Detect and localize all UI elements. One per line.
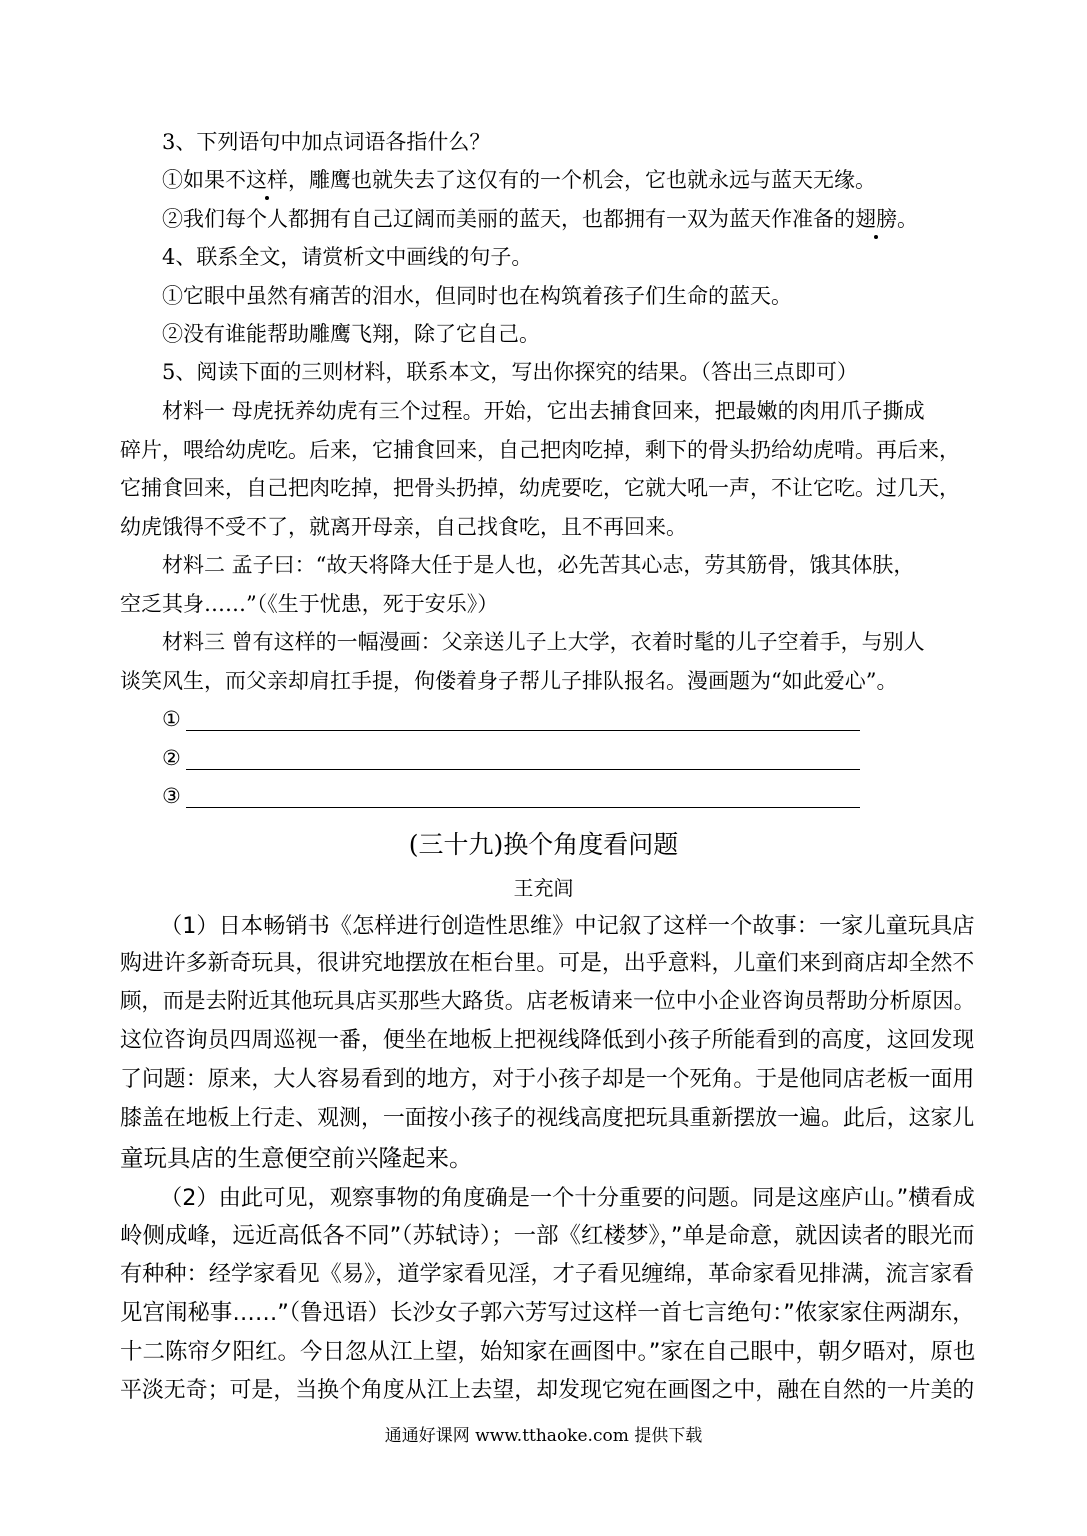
dotted-word: 这样 [246,168,288,192]
paragraph-2-line: 岭侧成峰，远近高低各不同”（苏轼诗）；一部《红楼梦》，”单是命意，就因读者的眼光而 [120,1223,975,1249]
answer-number: ② [162,746,181,770]
material-2-line: 空乏其身……”（《生于忧患，死于安乐》） [120,592,499,616]
paragraph-1-line: 这位咨询员四周巡视一番，便坐在地板上把视线降低到小孩子所能看到的高度，这回发现 [120,1028,975,1053]
question-4-prompt: 4、联系全文，请赏析文中画线的句子。 [162,245,533,269]
page-footer: 通通好课网 www.tthaoke.com 提供下载 [384,1426,703,1446]
material-1-line: 碎片，喂给幼虎吃。后来，它捕食回来，自己把肉吃掉，剩下的骨头扔给幼虎啃。再后来， [120,438,960,462]
paragraph-1-line: 膝盖在地板上行走、观测，一面按小孩子的视线高度把玩具重新摆放一遍。此后，这家儿 [120,1106,975,1131]
question-3-sentence-2 [162,205,918,233]
answer-number: ① [162,707,181,731]
question-3-prompt: 3、下列语句中加点词语各指什么？ [162,130,491,154]
paragraph-2-line: 平淡无奇；可是，当换个角度从江上去望，却发现它宛在画图之中，融在自然的一片美的 [120,1378,975,1403]
paragraph-1-line: 购进许多新奇玩具，很讲究地摆放在柜台里。可是，出乎意料，儿童们来到商店却全然不 [120,951,975,976]
paragraph-1-line: 童玩具店的生意便空前兴隆起来。 [120,1144,473,1172]
sentence-text: ①如果不 [162,168,246,192]
paragraph-2-line: （2）由此可见，观察事物的角度确是一个十分重要的问题。同是这座庐山。”横看成 [160,1185,975,1211]
answer-number: ③ [162,784,181,808]
material-1-line: 材料一 母虎抚养幼虎有三个过程。开始，它出去捕食回来，把最嫩的肉用爪子撕成 [162,399,925,423]
sentence-text: ②我们每个人都拥有自己辽阔而美丽的蓝天，也都拥有一双为蓝天作准备的 [162,207,855,231]
question-3-sentence-1 [162,166,876,194]
material-2-line: 材料二 孟子曰：“故天将降大任于是人也，必先苦其心志，劳其筋骨，饿其体肤， [162,553,915,577]
question-5-prompt: 5、阅读下面的三则材料，联系本文，写出你探究的结果。（答出三点即可） [162,360,858,384]
paragraph-1-line: 顾，而是去附近其他玩具店买那些大路货。店老板请来一位中小企业咨询员帮助分析原因。 [120,989,975,1014]
material-1-line: 它捕食回来，自己把肉吃掉，把骨头扔掉，幼虎要吃，它就大吼一声，不让它吃。过几天， [120,476,960,500]
article-author: 王充闾 [513,876,574,900]
question-4-sentence-1: ①它眼中虽然有痛苦的泪水，但同时也在构筑着孩子们生命的蓝天。 [162,284,792,308]
article-title: (三十九)换个角度看问题 [408,830,679,859]
material-3-line: 谈笑风生，而父亲却肩扛手提，佝偻着身子帮儿子排队报名。漫画题为“如此爱心”。 [120,669,898,693]
sentence-text: 。 [897,207,918,231]
material-1-line: 幼虎饿得不受不了，就离开母亲，自己找食吃，且不再回来。 [120,515,687,539]
paragraph-1-line: 了问题：原来，大人容易看到的地方，对于小孩子却是一个死角。于是他同店老板一面用 [120,1067,975,1092]
dotted-word: 翅膀 [855,207,897,231]
paragraph-2-line: 十二陈帘夕阳红。今日忽从江上望，始知家在画图中。”家在自己眼中，朝夕晤对，原也 [120,1339,976,1365]
paragraph-2-line: 有种种：经学家看见《易》，道学家看见淫，才子看见缠绵，革命家看见排满，流言家看 [120,1261,975,1287]
answer-underline [186,807,860,808]
answer-underline [186,769,860,770]
question-4-sentence-2: ②没有谁能帮助雕鹰飞翔，除了它自己。 [162,322,540,346]
paragraph-2-line: 见宫闱秘事……”（鲁迅语）长沙女子郭六芳写过这样一首七言绝句：”侬家家住两湖东， [120,1300,975,1326]
sentence-text: ，雕鹰也就失去了这仅有的一个机会，它也就永远与蓝天无缘。 [288,168,876,192]
paragraph-1-line: （1）日本畅销书《怎样进行创造性思维》中记叙了这样一个故事：一家儿童玩具店 [160,913,975,939]
answer-underline [186,730,860,731]
material-3-line: 材料三 曾有这样的一幅漫画：父亲送儿子上大学，衣着时髦的儿子空着手，与别人 [162,630,925,654]
